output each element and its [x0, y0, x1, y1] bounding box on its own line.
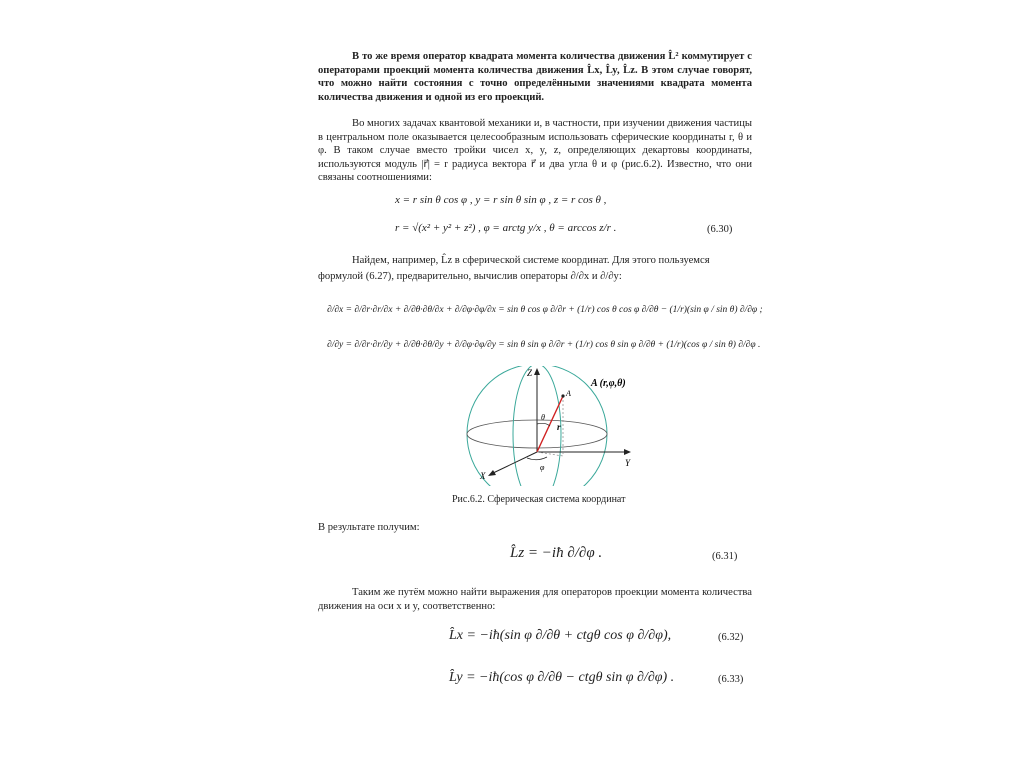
paragraph-find-lz-line1: Найдем, например, L̂z в сферической системе координат. Для этого пользуемся	[352, 255, 710, 266]
equation-number-630: (6.30)	[707, 224, 733, 235]
paragraph-spherical-intro: Во многих задачах квантовой механики и, в частности, при изучении движения частицы в центральном поле оказывается целесообразным использовать сферические координаты r, θ и φ. В таком случае вместо тройки чисел x, y, z, определяющих декартовы координаты, используются модуль |r⃗| = r радиуса вектора r⃗ и два угла θ и φ (рис.6.2). Известно, что они связаны соотношениями:	[318, 118, 752, 184]
equation-number-633: (6.33)	[718, 674, 744, 685]
phi-arc	[527, 457, 547, 460]
label-x: X	[480, 471, 486, 481]
equation-inverse: r = √(x² + y² + z²) , φ = arctg y/x , θ = arccos z/r .	[395, 222, 617, 234]
equation-number-632: (6.32)	[718, 632, 744, 643]
paragraph-result: В результате получим:	[318, 522, 420, 533]
label-y: Y	[625, 458, 631, 468]
equation-number-631: (6.31)	[712, 551, 738, 562]
label-r: r	[557, 422, 561, 432]
equation-lx: L̂x = −iħ(sin φ ∂/∂θ + ctgθ cos φ ∂/∂φ),	[449, 628, 672, 643]
spherical-coordinates-figure	[455, 366, 655, 486]
label-z: Z	[527, 368, 533, 378]
label-a: A	[566, 389, 571, 398]
y-axis-arrow	[624, 449, 631, 455]
point-a-dot	[561, 394, 564, 397]
equation-ly: L̂y = −iħ(cos φ ∂/∂θ − ctgθ sin φ ∂/∂φ) .	[449, 670, 675, 685]
x-axis-arrow	[488, 470, 496, 476]
equation-d-dy: ∂/∂y = ∂/∂r·∂r/∂y + ∂/∂θ·∂θ/∂y + ∂/∂φ·∂φ/∂y = sin θ sin φ ∂/∂r + (1/r) cos θ sin φ ∂/∂θ + (1/r)(cos φ / sin θ) ∂/∂φ .	[327, 340, 761, 350]
label-phi: φ	[540, 463, 545, 472]
label-theta: θ	[541, 413, 545, 422]
equation-cartesian: x = r sin θ cos φ , y = r sin θ sin φ , z = r cos θ ,	[395, 194, 607, 206]
paragraph-commutation: В то же время оператор квадрата момента количества движения L̂² коммутирует с операторами проекций момента количества движения L̂x, L̂y, L̂z. В этом случае говорят, что можно найти состояния с точно определёнными значениями квадрата момента количества движения и одной из его проекций.	[318, 51, 752, 103]
label-point-a-coords: A (r,φ,θ)	[591, 378, 626, 389]
z-axis-arrow	[534, 368, 540, 375]
paragraph-find-lz-line2: формулой (6.27), предварительно, вычислив операторы ∂/∂x и ∂/∂y:	[318, 271, 622, 282]
paragraph-lx-ly-intro: Таким же путём можно найти выражения для операторов проекции момента количества движения на оси x и y, соответственно:	[318, 587, 752, 612]
theta-arc	[537, 423, 550, 426]
equation-d-dx: ∂/∂x = ∂/∂r·∂r/∂x + ∂/∂θ·∂θ/∂x + ∂/∂φ·∂φ/∂x = sin θ cos φ ∂/∂r + (1/r) cos θ cos φ ∂/∂θ − (1/r)(sin φ / sin θ) ∂/∂φ ;	[327, 305, 763, 315]
projection-base	[537, 452, 563, 456]
equation-lz: L̂z = −iħ ∂/∂φ .	[510, 545, 603, 561]
figure-caption: Рис.6.2. Сферическая система координат	[452, 494, 626, 505]
